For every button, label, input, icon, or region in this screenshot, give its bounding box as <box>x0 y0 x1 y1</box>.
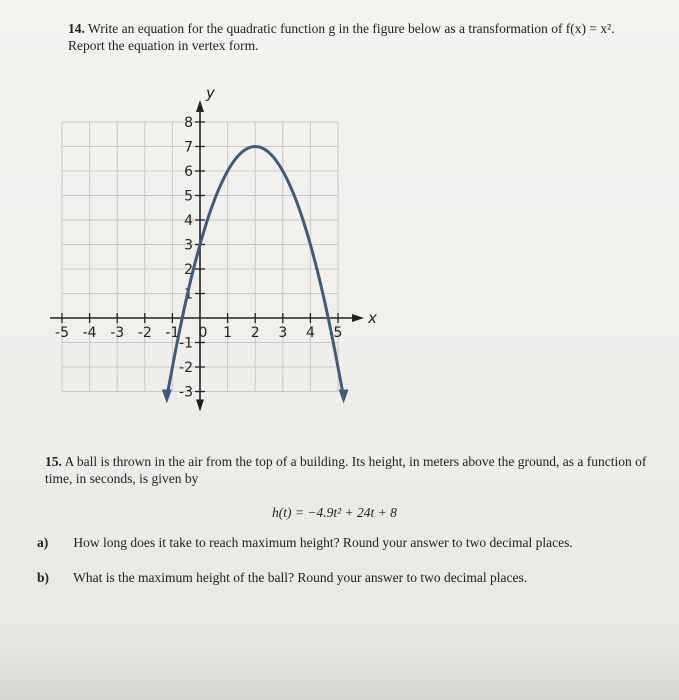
x-tick-label: 4 <box>305 325 315 341</box>
y-tick-label: 5 <box>184 188 193 205</box>
question-15-part-a <box>37 535 573 551</box>
y-tick-label: 2 <box>184 262 193 278</box>
y-axis-arrow <box>196 100 204 112</box>
graph-tick-labels <box>55 115 342 401</box>
x-tick-label: 5 <box>333 325 343 341</box>
y-tick-label: 3 <box>184 237 193 254</box>
part-a-label: a) <box>37 535 49 550</box>
y-axis-label: y <box>206 84 215 102</box>
x-tick-label: 1 <box>223 325 233 341</box>
x-tick-label: -2 <box>137 325 152 341</box>
x-tick-label: 3 <box>278 325 288 341</box>
x-tick-label: -3 <box>110 325 125 341</box>
y-tick-label: 6 <box>184 164 193 180</box>
parabola-graph <box>50 62 380 422</box>
height-formula: h(t) = −4.9t² + 24t + 8 <box>272 505 397 520</box>
question-15-number: 15. <box>45 454 62 469</box>
part-b-text: What is the maximum height of the ball? Round your answer to two decimal places. <box>73 570 528 585</box>
question-14-number: 14. <box>68 21 85 36</box>
curve-arrow-right <box>339 390 349 404</box>
y-tick-label: -3 <box>179 384 193 401</box>
question-14 <box>68 20 638 54</box>
question-15-part-b <box>37 570 527 586</box>
question-15-text: A ball is thrown in the air from the top of a building. Its height, in meters above the ground, as a function of time, in seconds, is given by <box>45 454 647 486</box>
x-axis-label: x <box>368 309 377 327</box>
part-a-text: How long does it take to reach maximum height? Round your answer to two decimal places. <box>73 535 573 550</box>
y-tick-label: -1 <box>179 335 193 352</box>
x-tick-label: 0 <box>198 325 208 341</box>
page-shadow <box>0 640 679 700</box>
x-axis-arrow <box>352 314 364 322</box>
question-14-text: Write an equation for the quadratic function g in the figure below as a transformation of f(x) = x². Report the equation in vertex form. <box>68 21 615 53</box>
y-tick-label: 1 <box>184 286 193 303</box>
question-15 <box>45 453 655 487</box>
y-tick-label: 4 <box>184 213 193 229</box>
x-tick-label: -5 <box>55 325 69 341</box>
y-axis-arrow-down <box>196 400 204 412</box>
x-tick-label: 2 <box>250 325 260 341</box>
y-tick-label: 8 <box>184 115 193 131</box>
y-tick-label: -2 <box>179 360 193 376</box>
x-tick-label: -4 <box>82 325 97 341</box>
curve-arrow-left <box>162 390 172 404</box>
y-tick-label: 7 <box>184 139 193 156</box>
part-b-label: b) <box>37 570 50 585</box>
x-tick-label: -1 <box>165 325 180 341</box>
